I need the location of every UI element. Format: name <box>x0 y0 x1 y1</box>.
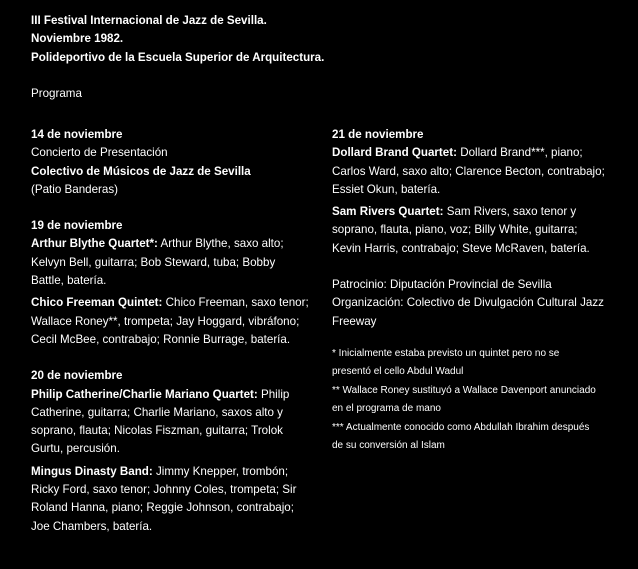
organizer-line: Organización: Colectivo de Divulgación Cultural Jazz <box>332 296 604 310</box>
programa-heading: Programa <box>31 86 82 100</box>
act-lineup: Gurtu, percusión. <box>31 442 120 456</box>
festival-venue: Polideportivo de la Escuela Superior de Arquitectura. <box>31 50 325 64</box>
day-14-date: 14 de noviembre <box>31 128 123 141</box>
footnote-3 <box>332 419 622 455</box>
day-14-venue: (Patio Banderas) <box>31 182 118 196</box>
act-lineup: Carlos Ward, saxo alto; Clarence Becton, contrabajo; <box>332 164 605 178</box>
footnote-text: presentó el cello Abdul Wadul <box>332 365 464 377</box>
act-arthur-blythe <box>31 235 321 290</box>
act-name: Philip Catherine/Charlie Mariano Quartet: <box>31 387 258 401</box>
act-lineup: Arthur Blythe, saxo alto; <box>157 237 284 251</box>
day-20-date: 20 de noviembre <box>31 369 123 383</box>
act-lineup: Kevin Harris, contrabajo; Steve McRaven, batería. <box>332 241 590 255</box>
act-dollard-brand <box>332 144 622 199</box>
act-name: Dollard Brand Quartet: <box>332 146 457 160</box>
day-20-block <box>31 367 321 536</box>
festival-header <box>31 12 451 103</box>
footnote-text: en el programa de mano <box>332 402 441 414</box>
organizer-line-cont: Freeway <box>332 314 377 328</box>
act-lineup: Battle, batería. <box>31 274 107 288</box>
act-lineup: Roland Hanna, piano; Reggie Johnson, contrabajo; <box>31 501 294 515</box>
act-name: Arthur Blythe Quartet*: <box>31 237 158 251</box>
act-sam-rivers <box>332 203 622 258</box>
festival-title: III Festival Internacional de Jazz de Sevilla. <box>31 14 267 27</box>
act-lineup: soprano, flauta, piano, voz; Billy White, guitarra; <box>332 223 578 237</box>
act-lineup: Joe Chambers, batería. <box>31 519 153 533</box>
act-lineup: Dollard Brand***, piano; <box>456 146 583 160</box>
sponsor-line: Patrocinio: Diputación Provincial de Sevilla <box>332 278 552 292</box>
act-lineup: Chico Freeman, saxo tenor; <box>162 296 309 310</box>
day-21-date: 21 de noviembre <box>332 128 424 141</box>
footnote-1 <box>332 345 622 381</box>
act-lineup: Catherine, guitarra; Charlie Mariano, saxos alto y <box>31 405 283 419</box>
act-mingus-dinasty <box>31 463 321 536</box>
day-19-date: 19 de noviembre <box>31 219 123 233</box>
day-21-block <box>332 126 622 258</box>
footnote-text: *** Actualmente conocido como Abdullah Ibrahim después <box>332 421 590 433</box>
act-name: Chico Freeman Quintet: <box>31 296 163 310</box>
act-chico-freeman <box>31 294 321 349</box>
festival-date: Noviembre 1982. <box>31 32 124 46</box>
footnotes <box>332 345 622 455</box>
footnote-text: ** Wallace Roney sustituyó a Wallace Davenport anunciado <box>332 384 596 396</box>
credits-block <box>332 276 622 331</box>
act-name: Sam Rivers Quartet: <box>332 205 444 219</box>
act-lineup: Essiet Okun, batería. <box>332 182 441 196</box>
act-lineup: Ricky Ford, saxo tenor; Johnny Coles, trompeta; Sir <box>31 483 297 497</box>
program-left-column <box>31 126 321 536</box>
act-lineup: Cecil McBee, contrabajo; Ronnie Burrage, batería. <box>31 332 291 346</box>
program-right-column <box>332 126 622 456</box>
day-14-title: Concierto de Presentación <box>31 146 168 160</box>
act-lineup: Sam Rivers, saxo tenor y <box>443 205 577 219</box>
day-19-block <box>31 217 321 349</box>
act-lineup: Kelvyn Bell, guitarra; Bob Steward, tuba; Bobby <box>31 255 276 269</box>
act-name: Mingus Dinasty Band: <box>31 464 153 478</box>
act-lineup: Philip <box>257 387 290 401</box>
day-14-group: Colectivo de Músicos de Jazz de Sevilla <box>31 164 251 178</box>
act-lineup: Jimmy Knepper, trombón; <box>152 464 289 478</box>
footnote-text: * Inicialmente estaba previsto un quintet pero no se <box>332 347 560 359</box>
act-catherine-mariano <box>31 386 321 459</box>
footnote-2 <box>332 382 622 418</box>
act-lineup: Wallace Roney**, trompeta; Jay Hoggard, vibráfono; <box>31 314 300 328</box>
footnote-text: de su conversión al Islam <box>332 439 445 451</box>
act-lineup: soprano, flauta; Nicolas Fiszman, guitarra; Trolok <box>31 424 283 438</box>
day-14-block <box>31 126 321 199</box>
